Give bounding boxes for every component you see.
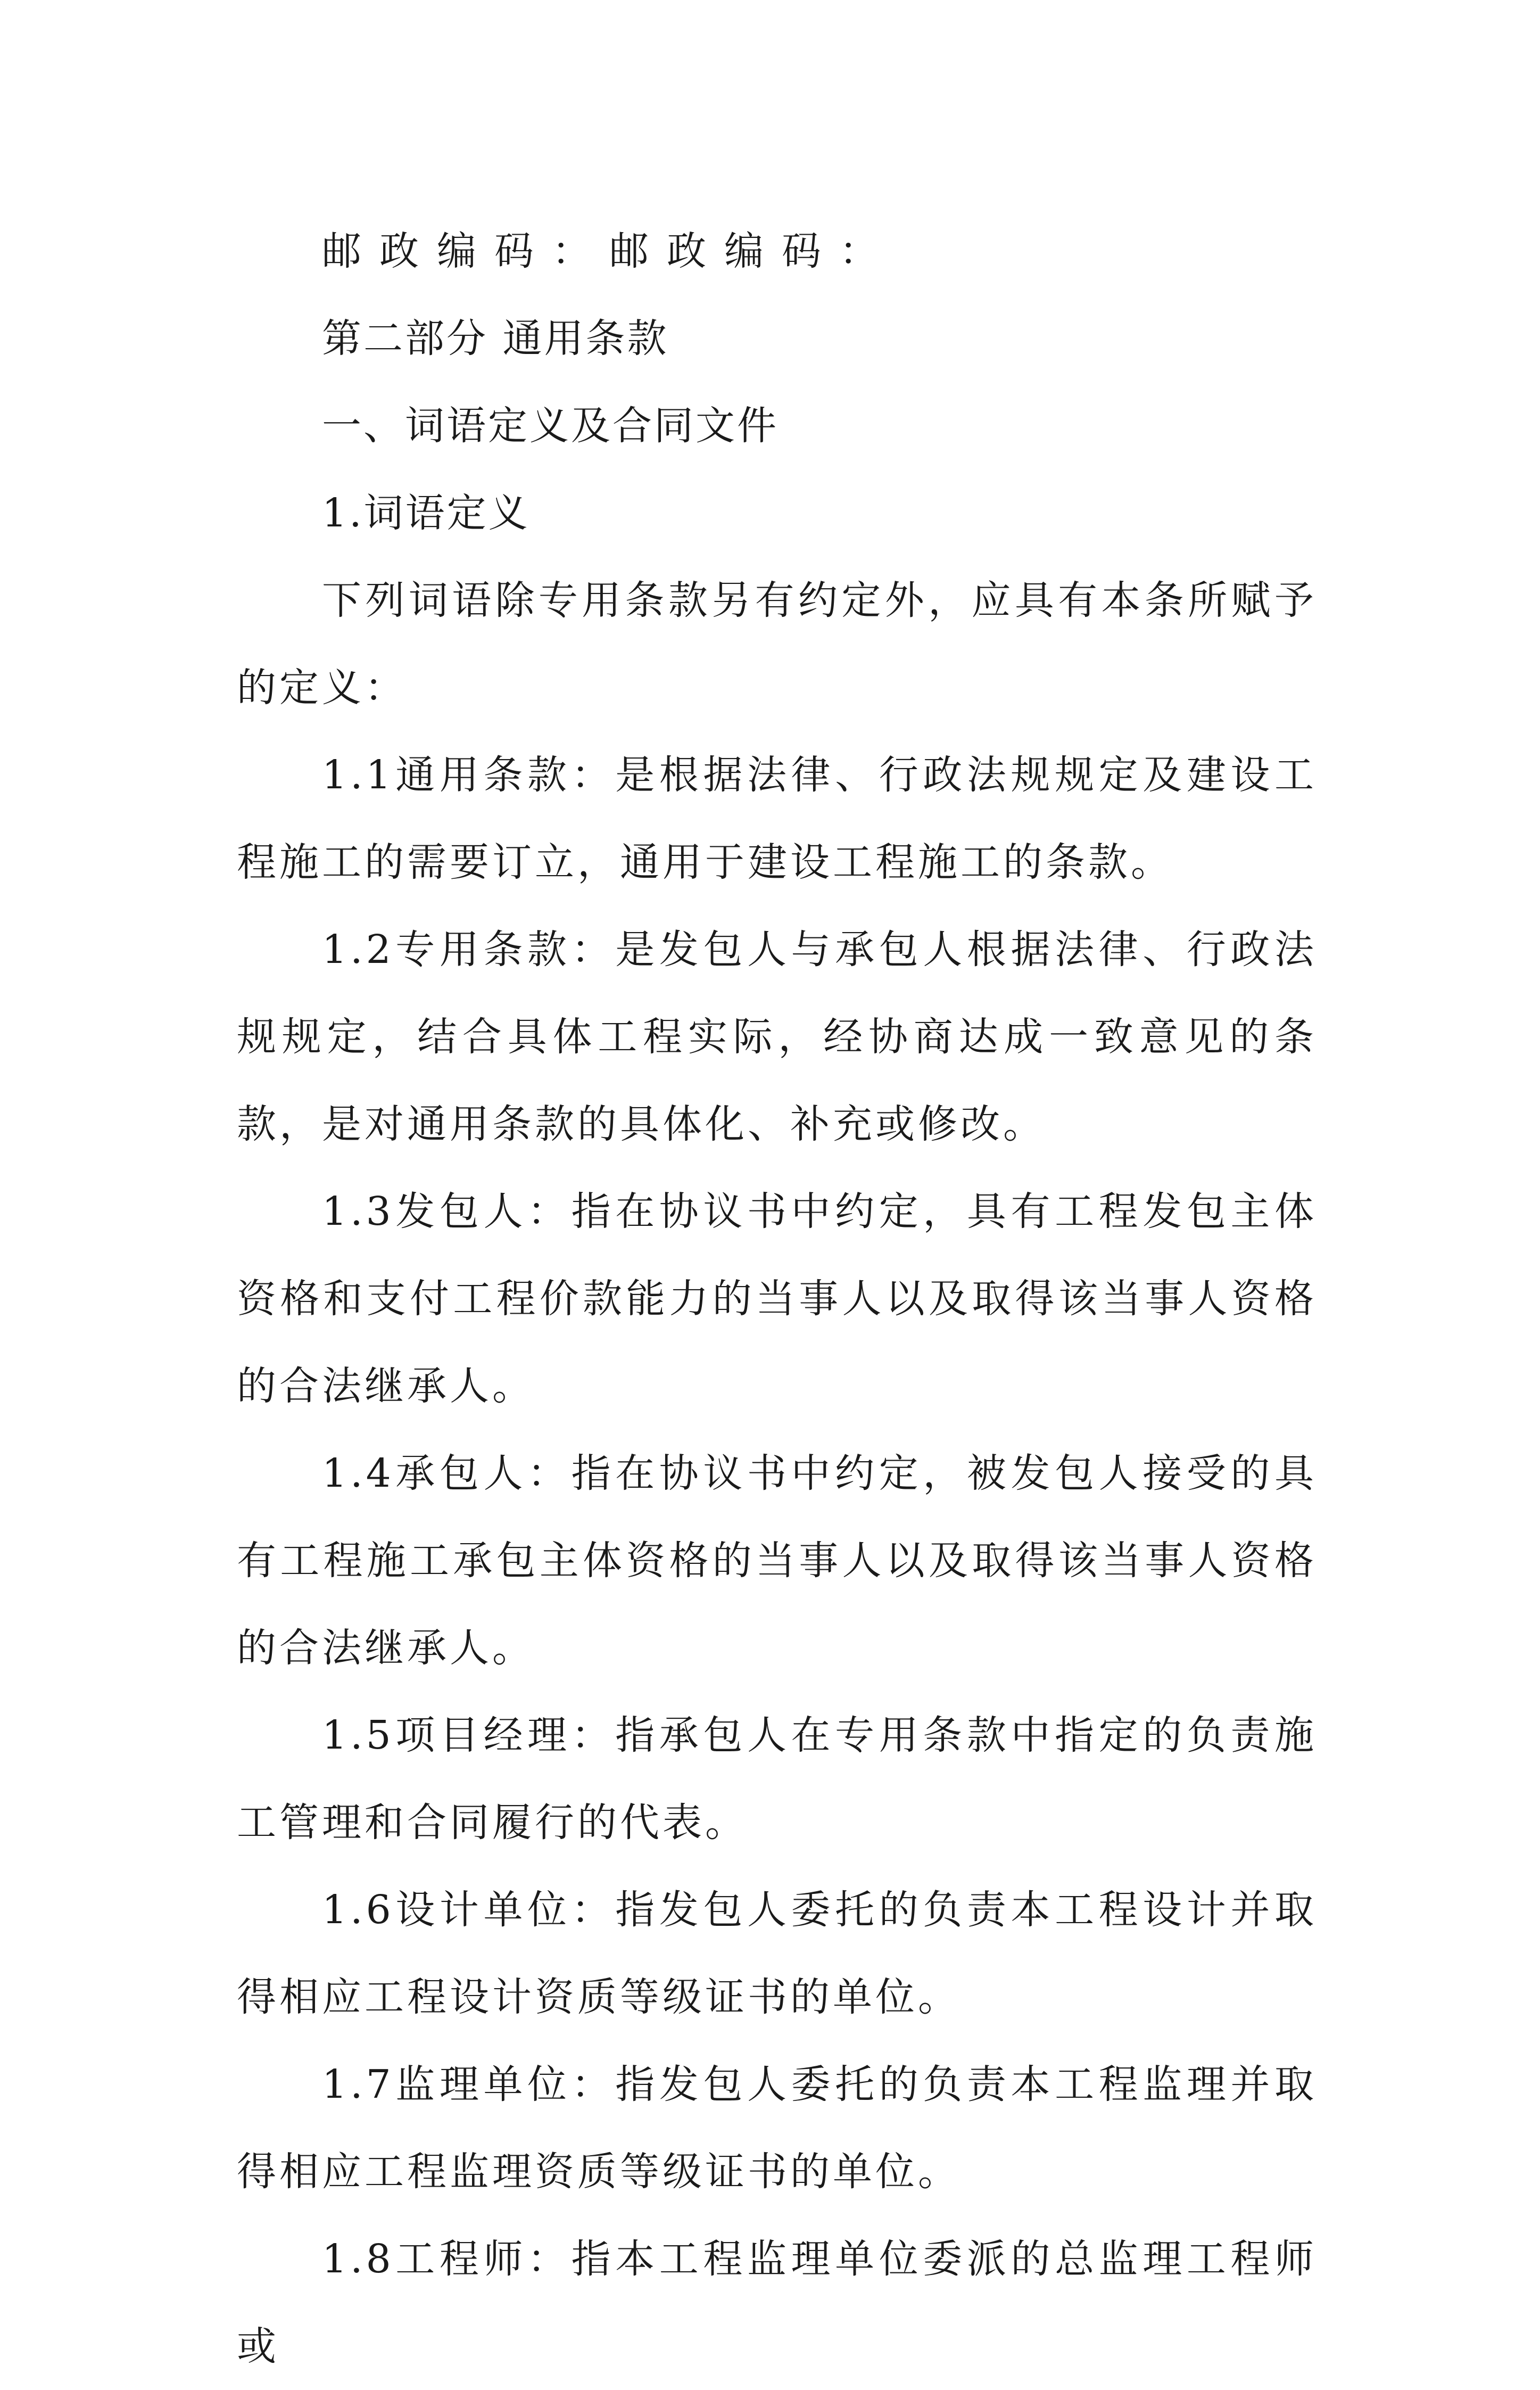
clause-1-2: 1.2专用条款：是发包人与承包人根据法律、行政法规规定，结合具体工程实际，经协商达成一致意见的条款，是对通用条款的具体化、补充或修改。 (237, 927, 1317, 1147)
clause-1-1: 1.1通用条款：是根据法律、行政法规规定及建设工程施工的需要订立，通用于建设工程施工的条款。 (237, 752, 1317, 885)
postcode-line: 邮政编码：邮政编码： (322, 228, 897, 274)
subsection-heading: 1.词语定义 (322, 490, 530, 536)
clause-1-4: 1.4承包人：指在协议书中约定，被发包人接受的具有工程施工承包主体资格的当事人以及取得该当事人资格的合法继承人。 (237, 1451, 1317, 1671)
intro-paragraph: 下列词语除专用条款另有约定外，应具有本条所赋予的定义： (237, 578, 1317, 711)
clause-1-3: 1.3发包人：指在协议书中约定，具有工程发包主体资格和支付工程价款能力的当事人以及取得该当事人资格的合法继承人。 (237, 1189, 1317, 1409)
clause-1-6: 1.6设计单位：指发包人委托的负责本工程设计并取得相应工程设计资质等级证书的单位。 (237, 1887, 1317, 2020)
document-body (237, 208, 1317, 2390)
clause-1-8: 1.8工程师：指本工程监理单位委派的总监理工程师或 (237, 2236, 1317, 2369)
clause-1-5: 1.5项目经理：指承包人在专用条款中指定的负责施工管理和合同履行的代表。 (237, 1712, 1317, 1845)
part-title: 第二部分 通用条款 (322, 316, 669, 361)
section-heading: 一、词语定义及合同文件 (322, 403, 779, 449)
clause-1-7: 1.7监理单位：指发包人委托的负责本工程监理并取得相应工程监理资质等级证书的单位。 (237, 2062, 1317, 2195)
